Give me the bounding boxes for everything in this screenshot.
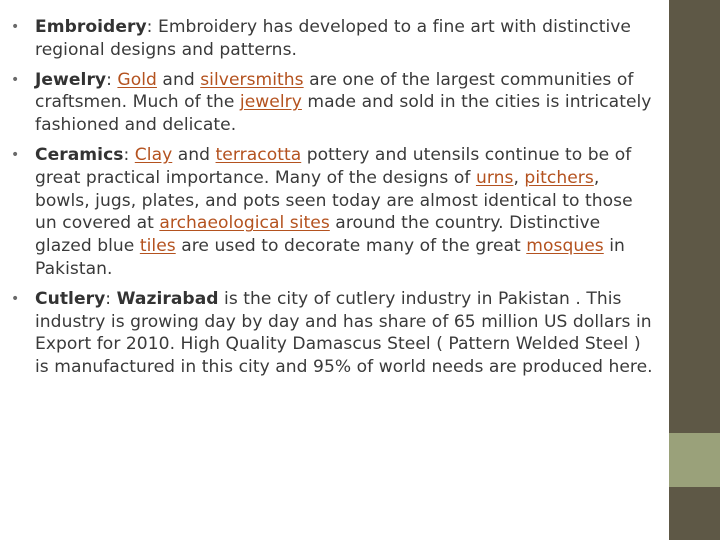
band-accent-block <box>669 433 720 487</box>
body-text: in Pakistan. <box>35 236 625 279</box>
bold-term: Jewelry <box>35 69 107 90</box>
bullet-item <box>10 288 658 379</box>
bold-term: Cutlery <box>35 288 106 309</box>
bullet-item <box>10 144 658 281</box>
bold-term: Embroidery <box>35 17 147 37</box>
body-text: and <box>156 69 201 90</box>
text-link[interactable]: terracotta <box>215 144 302 165</box>
body-text: : <box>105 288 117 309</box>
body-text: , <box>513 167 525 188</box>
text-link[interactable]: urns <box>475 167 514 188</box>
text-link[interactable]: mosques <box>526 236 604 257</box>
body-text: : <box>106 69 118 90</box>
body-text: and <box>172 144 216 165</box>
bullet-list <box>10 16 658 386</box>
bullet-item <box>10 69 658 137</box>
bullet-dot-icon: • <box>11 71 20 88</box>
text-link[interactable]: pitchers <box>524 167 594 188</box>
text-link[interactable]: Gold <box>117 69 157 90</box>
bullet-dot-icon: • <box>11 19 20 35</box>
body-text: made and sold in the cities is intricately fashioned and delicate. <box>35 92 652 136</box>
text-link[interactable]: tiles <box>139 236 176 257</box>
body-text: : Embroidery has developed to a fine art with distinctive regional designs and patterns. <box>35 17 631 60</box>
bullet-item <box>10 16 658 62</box>
body-text: are used to decorate many of the great <box>175 236 527 257</box>
body-text: : <box>123 144 135 165</box>
bullet-dot-icon: • <box>11 290 20 307</box>
body-text: , bowls, jugs, plates, and pots seen today are almost identical to those un covered at <box>35 167 633 234</box>
text-link[interactable]: archaeological sites <box>159 213 330 234</box>
body-text: is the city of cutlery industry in Pakistan . This industry is growing day by day and has share of 65 million US dollars in Export for 2010. High Quality Damascus Steel ( Pattern Welded Steel ) is manufactured in this city and 95% of world needs are produced here. <box>35 288 653 378</box>
bold-term: Wazirabad <box>116 288 219 309</box>
text-link[interactable]: silversmiths <box>200 69 304 90</box>
text-link[interactable]: Clay <box>134 144 173 165</box>
text-link[interactable]: jewelry <box>239 92 302 113</box>
body-text: pottery and utensils continue to be of great practical importance. Many of the designs of <box>35 144 632 188</box>
bullet-dot-icon: • <box>11 146 20 163</box>
bold-term: Ceramics <box>35 144 124 165</box>
body-text: around the country. Distinctive glazed blue <box>35 213 601 257</box>
body-text: are one of the largest communities of craftsmen. Much of the <box>35 69 634 113</box>
